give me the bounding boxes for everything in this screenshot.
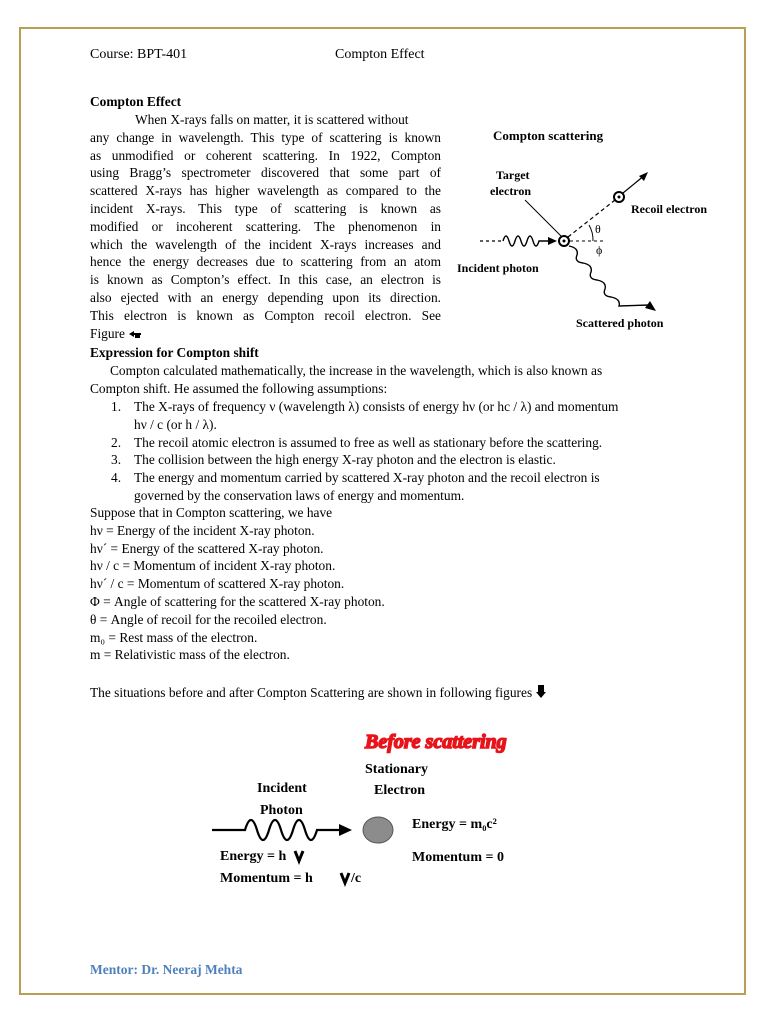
figure-reference-text: Figure (90, 325, 125, 341)
paragraph-line: When X-rays falls on matter, it is scattered without (135, 112, 409, 127)
photon-arrowhead (339, 824, 352, 836)
shift-intro (90, 362, 690, 398)
paragraph-line: hence the energy decreases due to scattering from an atom (90, 254, 441, 270)
definition-line: Φ = Angle of scattering for the scattered X-ray photon. (90, 593, 385, 609)
definition-line: m₀ = Rest mass of the electron. (90, 629, 258, 645)
definition-line: hν´ / c = Momentum of scattered X-ray photon. (90, 576, 345, 592)
photon-momentum-text-a: Momentum = h (220, 871, 313, 886)
paragraph-line: is known as Compton’s effect. In this case, an electron is (90, 272, 441, 288)
paragraph-line: as unmodified or coherent scattering. In 1922, Compton (90, 147, 441, 163)
intro-line: Compton shift. He assumed the following assumptions: (90, 380, 388, 396)
paragraph-line: any change in wavelength. This type of scattering is known (90, 129, 441, 145)
paragraph-line: modified or incoherent scattering. The phenomenon in (90, 218, 441, 234)
target-label-line2: electron (490, 184, 532, 198)
photon-momentum-text-b: /c (351, 871, 362, 886)
assumption-item: 4. The energy and momentum carried by scattered X-ray photon and the recoil electron is governed by the conservation laws of energy and momentum. (111, 470, 600, 503)
paragraph-line: using Bragg’s spectrometer discovered that some part of (90, 165, 441, 181)
assumption-item: 1. The X-rays of frequency ν (wavelength λ) consists of energy hν (or hc / λ) and momentum hν / c (or h / λ). (111, 399, 619, 432)
target-label-line1: Target (496, 168, 530, 182)
stationary-electron-circle (363, 817, 393, 843)
section-heading-compton-effect: Compton Effect (90, 94, 182, 109)
assumption-item: 3. The collision between the high energy X-ray photon and the electron is elastic. (111, 452, 556, 468)
intro-paragraph (90, 111, 441, 342)
section-heading-compton-shift: Expression for Compton shift (90, 345, 259, 360)
stationary-label-line2: Electron (374, 783, 426, 798)
assumption-item: 2. The recoil atomic electron is assumed to free as well as stationary before the scattering. (111, 434, 603, 450)
before-scattering-figure (200, 720, 560, 890)
stationary-label-line1: Stationary (365, 762, 428, 777)
theta-arc (589, 225, 593, 241)
figure-reference-line (90, 325, 441, 343)
situations-line: The situations before and after Compton Scattering are shown in following figures (90, 684, 546, 702)
before-scattering-title: Before scattering (365, 731, 507, 753)
definition-line: hν´ = Energy of the scattered X-ray photon. (90, 540, 324, 556)
incident-arrowhead (548, 237, 557, 245)
incident-photon-wave (212, 820, 340, 840)
assumptions-list (90, 398, 690, 505)
definitions-block (90, 504, 385, 664)
paragraph-line: also ejected with an energy depending upon its direction. (90, 289, 441, 305)
paragraph-line: scattered X-rays has higher wavelength as compared to the (90, 183, 441, 199)
intro-line: Compton calculated mathematically, the increase in the wavelength, which is also known as (110, 363, 603, 378)
target-pointer-line (525, 200, 563, 238)
scattered-arrowhead (645, 301, 656, 311)
nu-glyph-momentum (341, 873, 349, 883)
incident-label-line1: Incident (257, 781, 307, 796)
recoil-electron-dot (618, 196, 621, 199)
target-electron-dot (563, 240, 566, 243)
photon-energy-text: Energy = h (220, 849, 287, 864)
mentor-footer: Mentor: Dr. Neeraj Mehta (90, 962, 243, 977)
incident-photon-label: Incident photon (457, 261, 539, 275)
incident-photon-wave (503, 236, 555, 246)
definition-line: hν / c = Momentum of incident X-ray photon. (90, 558, 336, 574)
scattered-photon-wave (569, 246, 650, 306)
recoil-electron-label: Recoil electron (631, 202, 708, 216)
pointing-hand-down-icon (536, 685, 546, 700)
definition-line: θ = Angle of recoil for the recoiled electron. (90, 611, 327, 627)
definition-line: m = Relativistic mass of the electron. (90, 647, 290, 663)
compton-scattering-figure (455, 120, 740, 340)
figure-title: Compton scattering (493, 128, 604, 143)
paragraph-line: which the wavelength of the incident X-rays increases and (90, 236, 441, 252)
document-title: Compton Effect (335, 47, 425, 62)
definition-line: hν = Energy of the incident X-ray photon. (90, 522, 315, 538)
suppose-line: Suppose that in Compton scattering, we have (90, 505, 333, 520)
paragraph-line: incident X-rays. This type of scattering is known as (90, 200, 441, 216)
recoil-arrowhead (639, 172, 648, 181)
incident-label-line2: Photon (260, 803, 303, 818)
phi-label: ϕ (596, 243, 603, 257)
paragraph-line: This electron is known as Compton recoil electron. See (90, 307, 441, 323)
theta-label: θ (595, 222, 601, 236)
pointing-hand-left-icon (128, 326, 143, 341)
course-code: Course: BPT-401 (90, 47, 188, 62)
nu-glyph-energy (295, 851, 303, 861)
scattered-photon-label: Scattered photon (576, 316, 664, 330)
electron-energy-text: Energy = m₀c² (412, 817, 497, 832)
electron-momentum-text: Momentum = 0 (412, 850, 504, 865)
